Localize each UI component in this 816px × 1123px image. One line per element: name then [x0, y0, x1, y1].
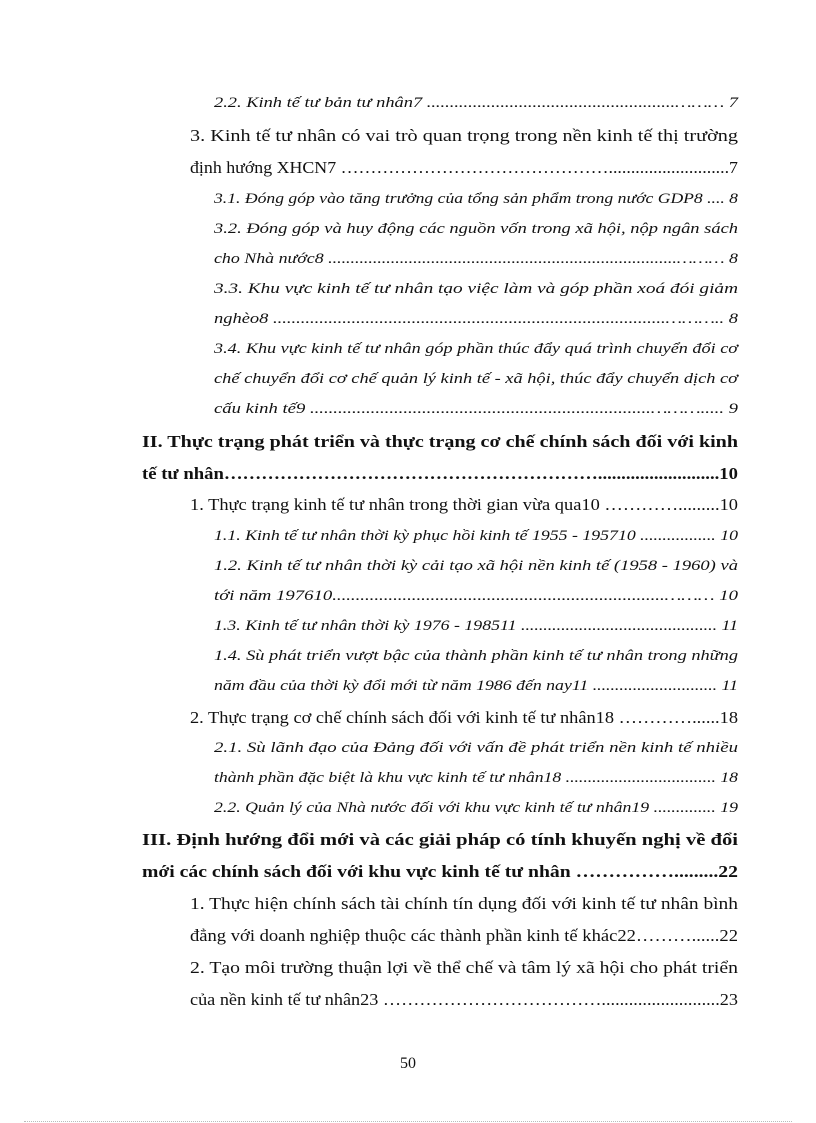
toc-line: 3.4. Khu vực kinh tế tư nhân góp phần thúc đẩy quá trình chuyển đổi cơ — [214, 341, 738, 357]
toc-line: cho Nhà nước8 ..............................................................................……… 8 — [214, 251, 738, 267]
toc-line: nghèo8 .....................................................................................……….. 8 — [214, 311, 738, 327]
toc-line: 3.2. Đóng góp và huy động các nguồn vốn trong xã hội, nộp ngân sách — [214, 221, 738, 237]
toc-line: 2.1. Sù lãnh đạo của Đảng đối với vấn đề phát triển nền kinh tế nhiều — [214, 740, 738, 756]
toc-line: III. Định hướng đổi mới và các giải pháp có tính khuyến nghị về đổi — [142, 830, 738, 849]
toc-line: 1. Thực trạng kinh tế tư nhân trong thời gian vừa qua10 ………….........10 — [190, 495, 738, 514]
toc-line: thành phần đặc biệt là khu vực kinh tế tư nhân18 .................................. 18 — [214, 770, 738, 786]
page-number: 50 — [400, 1055, 416, 1072]
toc-line: tới năm 197610.......................................................................……… 10 — [214, 588, 738, 604]
toc-line: 2.2. Kinh tế tư bản tư nhân7 ......................................................……… 7 — [214, 95, 738, 111]
toc-line: 1.4. Sù phát triển vượt bậc của thành phần kinh tế tư nhân trong những — [214, 648, 738, 664]
toc-line: của nền kinh tế tư nhân23 ………………………………..........................23 — [190, 990, 738, 1009]
toc-line: năm đầu của thời kỳ đổi mới từ năm 1986 đến nay11 ............................ 11 — [214, 678, 738, 694]
toc-line: 3.1. Đóng góp vào tăng trưởng của tổng sản phẩm trong nước GDP8 .... 8 — [214, 191, 738, 207]
toc-line: 3. Kinh tế tư nhân có vai trò quan trọng trong nền kinh tế thị trường — [190, 126, 738, 145]
toc-line: 1.3. Kinh tế tư nhân thời kỳ 1976 - 198511 ............................................ 11 — [214, 618, 738, 634]
toc-line: 2. Tạo môi trường thuận lợi về thể chế và tâm lý xã hội cho phát triển — [190, 958, 738, 977]
toc-line: định hướng XHCN7 ………………………………………...........................7 — [190, 158, 738, 177]
toc-line: chế chuyển đổi cơ chế quản lý kinh tế - xã hội, thúc đẩy chuyển dịch cơ — [214, 371, 738, 387]
toc-line: 3.3. Khu vực kinh tế tư nhân tạo việc làm và góp phần xoá đói giảm — [214, 281, 738, 297]
toc-line: II. Thực trạng phát triển và thực trạng cơ chế chính sách đối với kinh — [142, 432, 738, 451]
toc-line: 1.1. Kinh tế tư nhân thời kỳ phục hồi kinh tế 1955 - 195710 ................. 10 — [214, 528, 738, 544]
toc-line: đẳng với doanh nghiệp thuộc các thành phần kinh tế khác22………......22 — [190, 926, 738, 945]
toc-line: tế tư nhân……………………………………………………..........................10 — [142, 464, 738, 483]
toc-line: 1.2. Kinh tế tư nhân thời kỳ cải tạo xã hội nền kinh tế (1958 - 1960) và — [214, 558, 738, 574]
toc-line: mới các chính sách đối với khu vực kinh tế tư nhân …………….........22 — [142, 862, 738, 881]
toc-line: 1. Thực hiện chính sách tài chính tín dụng đối với kinh tế tư nhân bình — [190, 894, 738, 913]
toc-line: cấu kinh tế9 .........................................................................………..... 9 — [214, 401, 738, 417]
toc-line: 2. Thực trạng cơ chế chính sách đối với kinh tế tư nhân18 …………......18 — [190, 708, 738, 727]
page-bottom-divider — [24, 1121, 792, 1122]
toc-line: 2.2. Quản lý của Nhà nước đối với khu vực kinh tế tư nhân19 .............. 19 — [214, 800, 738, 816]
